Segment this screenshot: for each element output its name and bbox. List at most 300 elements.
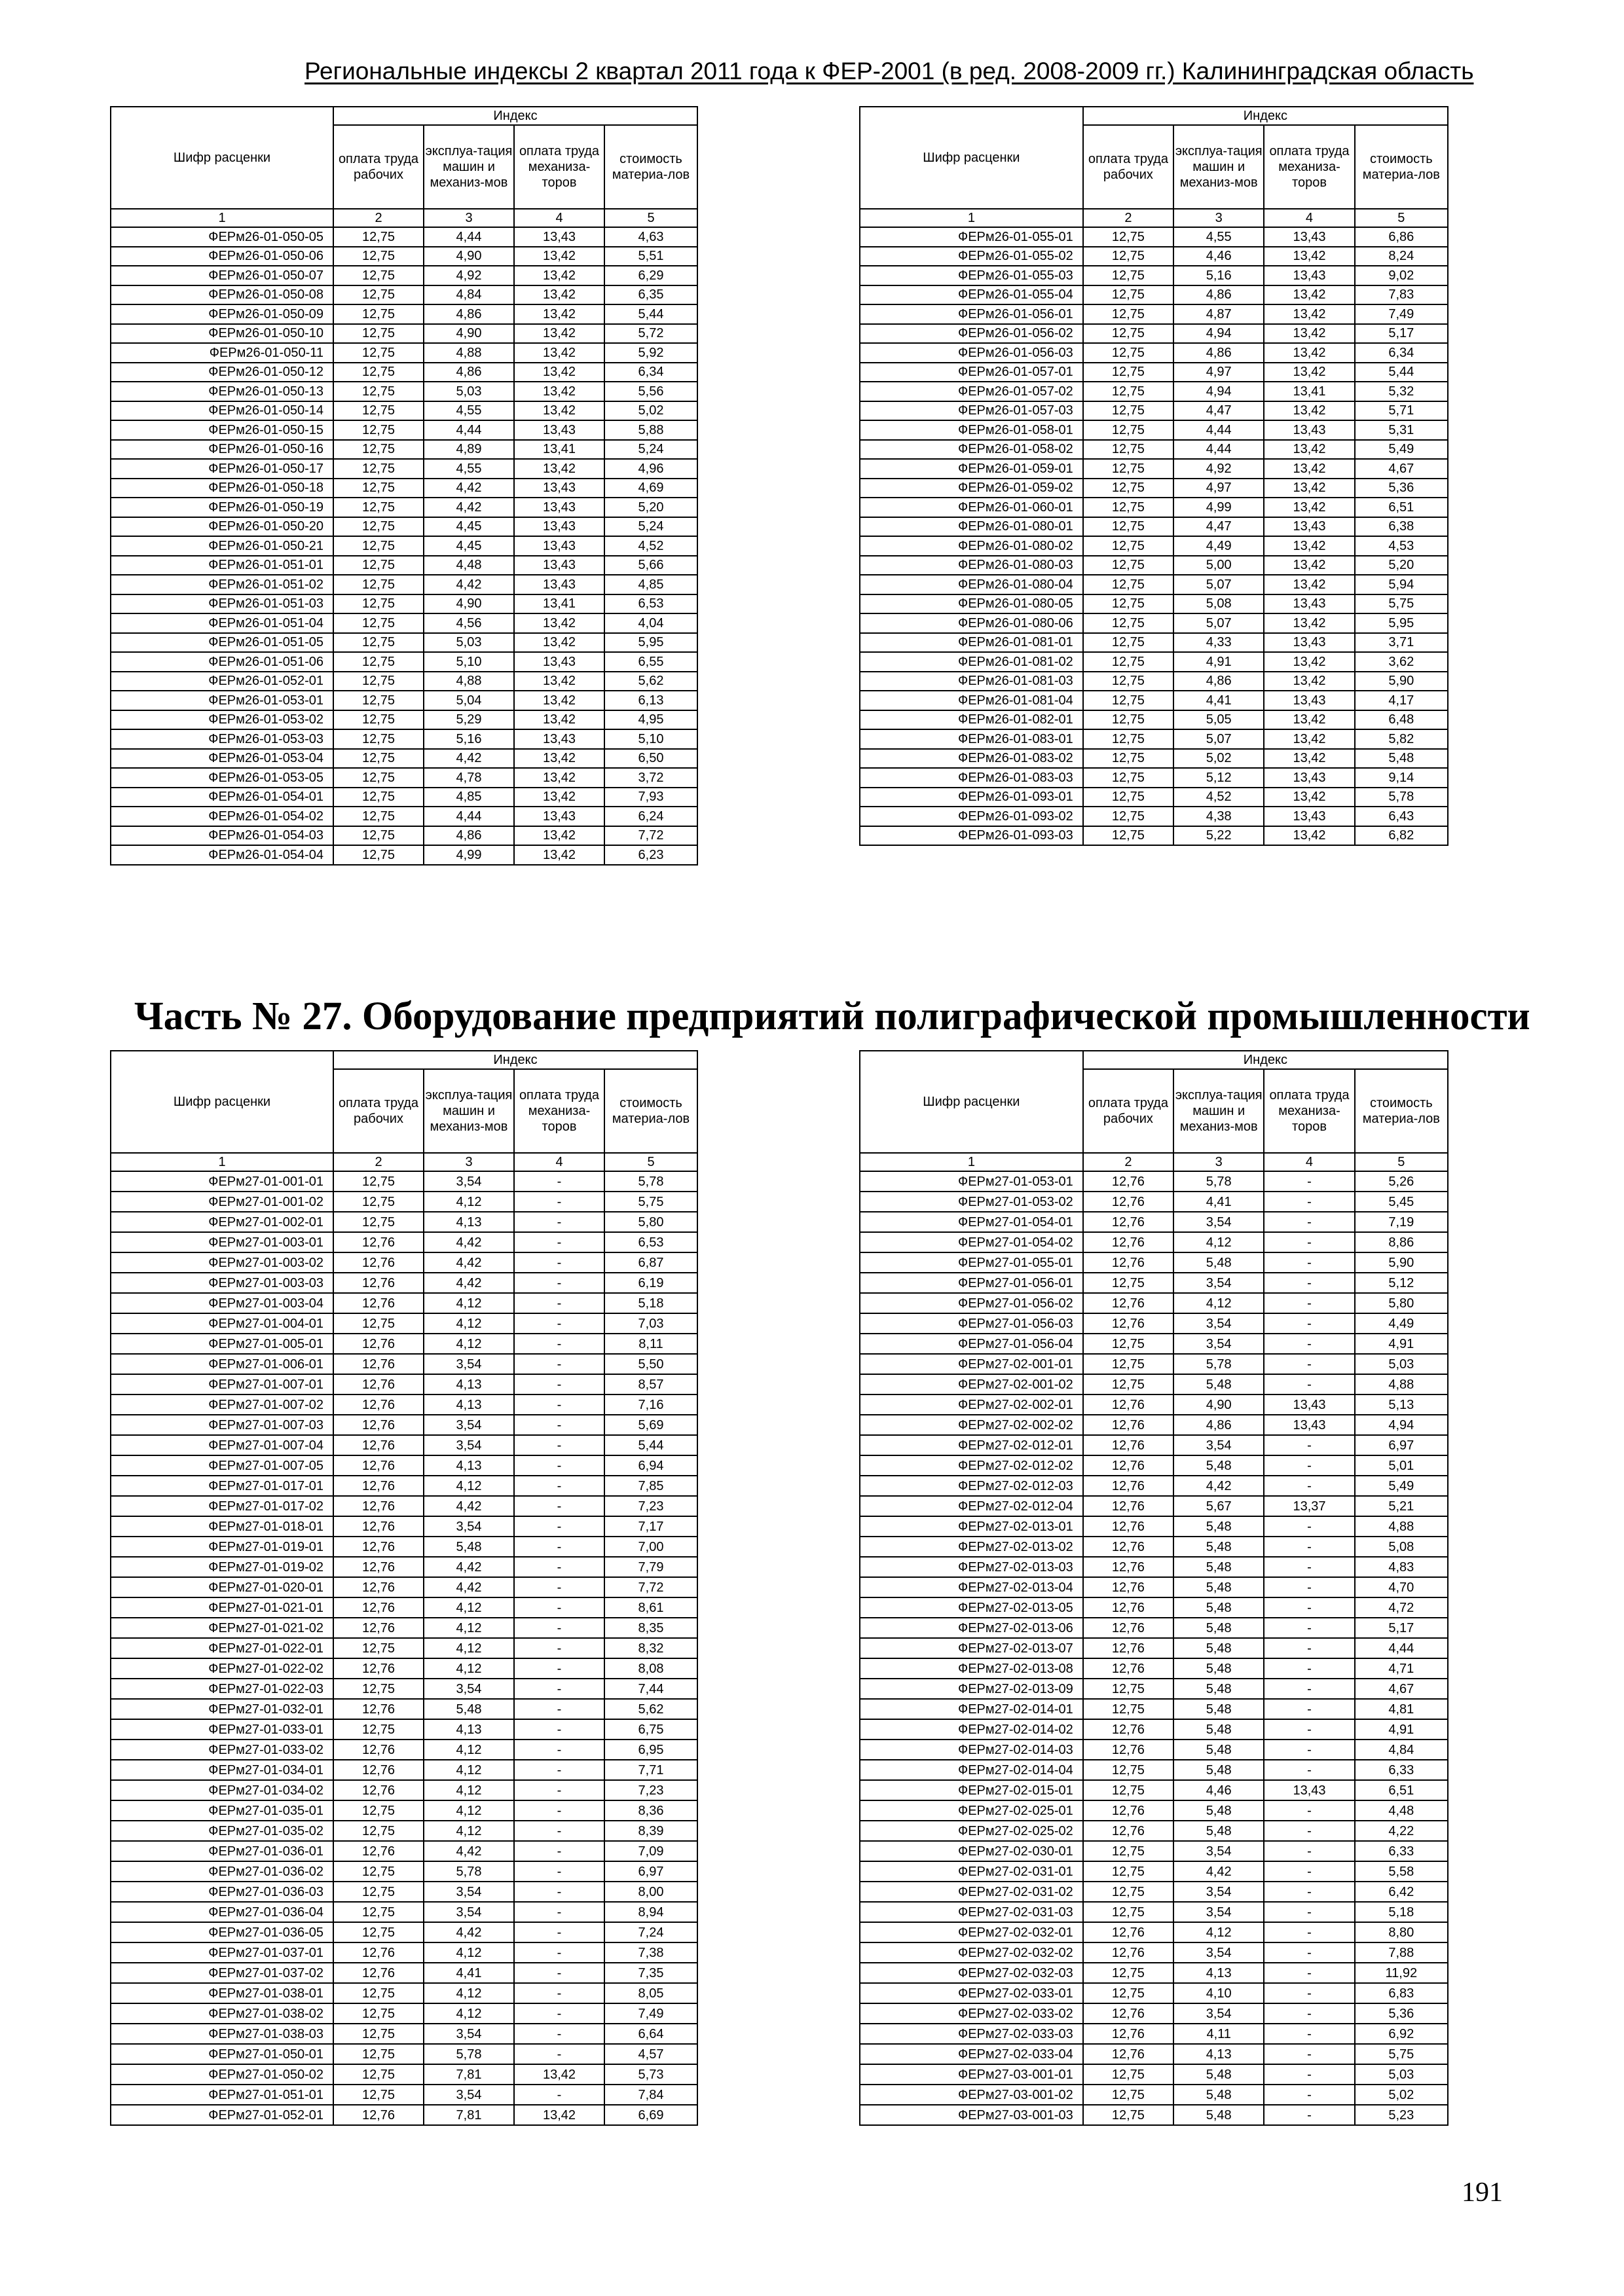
index-value: - [514, 1171, 604, 1192]
table-row [860, 227, 1448, 247]
index-value: 4,47 [1173, 401, 1264, 421]
index-value: 13,42 [514, 633, 604, 653]
index-value: 6,38 [1355, 517, 1448, 537]
index-value: - [1264, 1577, 1354, 1597]
index-value: 13,42 [514, 285, 604, 305]
rate-code: ФЕРм26-01-057-01 [860, 363, 1083, 382]
index-value: 4,84 [424, 285, 514, 305]
rate-code: ФЕРм27-02-001-02 [860, 1374, 1083, 1394]
index-value: 8,05 [604, 1983, 697, 2003]
rate-code: ФЕРм27-02-013-03 [860, 1557, 1083, 1577]
rate-code: ФЕРм26-01-050-14 [111, 401, 333, 421]
index-value: - [1264, 2024, 1354, 2044]
table-row [111, 749, 697, 769]
rate-code: ФЕРм27-02-013-05 [860, 1597, 1083, 1618]
index-value: 13,42 [514, 247, 604, 266]
index-value: 12,75 [1083, 2064, 1173, 2085]
col-header-c1: оплата труда рабочих [1083, 1069, 1173, 1153]
index-value: 5,73 [604, 2064, 697, 2085]
rate-code: ФЕРм27-02-013-01 [860, 1516, 1083, 1537]
index-value: 4,99 [1173, 498, 1264, 517]
index-value: 12,76 [333, 1476, 424, 1496]
rate-code: ФЕРм27-02-013-06 [860, 1618, 1083, 1638]
table-row [111, 1496, 697, 1516]
rate-code: ФЕРм27-02-032-01 [860, 1922, 1083, 1942]
index-value: 4,46 [1173, 1780, 1264, 1800]
index-value: 12,75 [1083, 1902, 1173, 1922]
index-value: 8,61 [604, 1597, 697, 1618]
rate-code: ФЕРм26-01-083-03 [860, 768, 1083, 788]
index-value: 7,38 [604, 1942, 697, 1963]
rate-code: ФЕРм26-01-055-03 [860, 266, 1083, 285]
table-row [860, 1882, 1448, 1902]
rate-code: ФЕРм27-01-003-03 [111, 1273, 333, 1293]
rate-code: ФЕРм27-02-013-07 [860, 1638, 1083, 1658]
page-number: 191 [1462, 2178, 1503, 2208]
rate-code: ФЕРм26-01-080-01 [860, 517, 1083, 537]
index-value: 3,54 [424, 1516, 514, 1537]
table-row [111, 1516, 697, 1537]
table-row [111, 1192, 697, 1212]
rate-code: ФЕРм27-01-036-05 [111, 1922, 333, 1942]
index-value: - [514, 1577, 604, 1597]
index-value: 8,80 [1355, 1922, 1448, 1942]
table-row [111, 1902, 697, 1922]
index-value: 5,49 [1355, 440, 1448, 460]
index-value: - [1264, 1983, 1354, 2003]
index-value: 12,75 [333, 633, 424, 653]
index-value: 5,48 [1173, 1577, 1264, 1597]
index-value: 5,08 [1355, 1537, 1448, 1557]
index-value: 13,43 [514, 807, 604, 826]
index-value: 5,62 [604, 1699, 697, 1719]
index-value: 12,76 [1083, 1922, 1173, 1942]
index-value: - [1264, 1354, 1354, 1374]
table-row [111, 1252, 697, 1273]
index-value: 5,48 [1173, 2085, 1264, 2105]
index-value: 13,42 [1264, 343, 1354, 363]
index-value: 12,75 [333, 266, 424, 285]
index-value: 12,76 [333, 1841, 424, 1861]
index-value: 6,64 [604, 2024, 697, 2044]
rate-code: ФЕРм27-02-033-03 [860, 2024, 1083, 2044]
index-value: - [514, 1922, 604, 1942]
rate-code: ФЕРм27-01-053-01 [860, 1171, 1083, 1192]
index-value: 5,88 [604, 420, 697, 440]
table-row [860, 1354, 1448, 1374]
index-value: 4,12 [424, 2003, 514, 2024]
index-value: 5,03 [424, 382, 514, 401]
rate-code: ФЕРм27-01-001-02 [111, 1192, 333, 1212]
index-value: 12,76 [333, 1273, 424, 1293]
index-value: - [1264, 1740, 1354, 1760]
index-value: 5,78 [1173, 1171, 1264, 1192]
index-value: 12,75 [1083, 1273, 1173, 1293]
index-value: 4,42 [424, 575, 514, 594]
index-value: 4,55 [1173, 227, 1264, 247]
table-row [111, 807, 697, 826]
index-value: 12,76 [333, 2105, 424, 2125]
index-value: 8,86 [1355, 1232, 1448, 1252]
index-value: 12,75 [1083, 749, 1173, 769]
rate-code: ФЕРм27-01-022-01 [111, 1638, 333, 1658]
rate-code: ФЕРм27-01-054-01 [860, 1212, 1083, 1232]
index-value: 5,04 [424, 691, 514, 710]
table-row [111, 1861, 697, 1882]
index-value: - [514, 1902, 604, 1922]
rate-code: ФЕРм27-01-019-02 [111, 1557, 333, 1577]
table-row [111, 768, 697, 788]
col-header-index: Индекс [1083, 1051, 1448, 1069]
index-value: 7,81 [424, 2105, 514, 2125]
index-value: - [1264, 1232, 1354, 1252]
table-row [111, 459, 697, 479]
table-row [111, 1374, 697, 1394]
index-value: - [514, 1618, 604, 1638]
index-value: 12,75 [1083, 1679, 1173, 1699]
table-row [111, 401, 697, 421]
col-header-code: Шифр расценки [860, 107, 1083, 209]
index-value: 12,75 [1083, 613, 1173, 633]
rate-code: ФЕРм27-01-056-04 [860, 1334, 1083, 1354]
table-row [860, 2064, 1448, 2085]
index-value: 12,76 [333, 1740, 424, 1760]
index-value: - [514, 1476, 604, 1496]
index-value: - [1264, 1821, 1354, 1841]
index-value: - [1264, 1719, 1354, 1740]
index-value: 5,48 [1173, 1821, 1264, 1841]
rate-code: ФЕРм27-01-038-03 [111, 2024, 333, 2044]
table-row [860, 1618, 1448, 1638]
index-value: 12,75 [1083, 536, 1173, 556]
index-value: - [514, 1232, 604, 1252]
index-value: 6,23 [604, 845, 697, 865]
index-value: 5,48 [1173, 1618, 1264, 1638]
table-row [860, 2024, 1448, 2044]
table-row [860, 536, 1448, 556]
index-value: 12,75 [1083, 304, 1173, 324]
index-value: 5,01 [1355, 1455, 1448, 1476]
table-row [111, 2085, 697, 2105]
rate-code: ФЕРм27-01-019-01 [111, 1537, 333, 1557]
index-value: 5,49 [1355, 1476, 1448, 1496]
index-table-bottom-left [110, 1050, 698, 2126]
rate-code: ФЕРм26-01-050-13 [111, 382, 333, 401]
index-value: 13,42 [1264, 613, 1354, 633]
index-value: 6,53 [604, 1232, 697, 1252]
rate-code: ФЕРм26-01-080-04 [860, 575, 1083, 594]
table-row [860, 1821, 1448, 1841]
index-value: 5,18 [604, 1293, 697, 1313]
index-value: 3,54 [424, 1902, 514, 1922]
col-header-c3: оплата труда механиза-торов [514, 125, 604, 209]
rate-code: ФЕРм27-01-007-04 [111, 1435, 333, 1455]
rate-code: ФЕРм27-02-031-01 [860, 1861, 1083, 1882]
table-row [111, 1597, 697, 1618]
index-value: 12,76 [1083, 1577, 1173, 1597]
table-row [111, 1942, 697, 1963]
index-value: 13,42 [514, 788, 604, 807]
rate-code: ФЕРм27-01-050-02 [111, 2064, 333, 2085]
col-header-c3: оплата труда механиза-торов [1264, 1069, 1354, 1153]
index-value: 12,75 [333, 517, 424, 537]
index-value: 4,42 [1173, 1861, 1264, 1882]
col-number-n3: 3 [1173, 209, 1264, 227]
index-value: 6,51 [1355, 1780, 1448, 1800]
index-value: 6,87 [604, 1252, 697, 1273]
index-value: - [1264, 1192, 1354, 1212]
index-value: 4,12 [424, 1597, 514, 1618]
table-row [111, 575, 697, 594]
rate-code: ФЕРм27-01-052-01 [111, 2105, 333, 2125]
table-row [111, 594, 697, 614]
table-row [111, 1313, 697, 1334]
index-value: 6,24 [604, 807, 697, 826]
table-row [111, 1882, 697, 1902]
index-value: 4,48 [1355, 1800, 1448, 1821]
rate-code: ФЕРм27-01-038-01 [111, 1983, 333, 2003]
rate-code: ФЕРм26-01-052-01 [111, 672, 333, 691]
table-row [111, 652, 697, 672]
table-row [860, 266, 1448, 285]
index-value: 5,26 [1355, 1171, 1448, 1192]
index-value: 4,86 [1173, 1415, 1264, 1435]
index-value: 5,07 [1173, 613, 1264, 633]
index-value: - [1264, 1597, 1354, 1618]
index-value: 13,43 [1264, 1415, 1354, 1435]
table-row [860, 2044, 1448, 2064]
table-row [860, 768, 1448, 788]
index-value: - [514, 1658, 604, 1679]
index-value: 6,82 [1355, 826, 1448, 846]
table-row [860, 1212, 1448, 1232]
rate-code: ФЕРм26-01-050-17 [111, 459, 333, 479]
index-value: 12,76 [333, 1557, 424, 1577]
index-value: 4,47 [1173, 517, 1264, 537]
rate-code: ФЕРм27-02-013-04 [860, 1577, 1083, 1597]
rate-code: ФЕРм27-01-022-03 [111, 1679, 333, 1699]
index-value: 12,75 [1083, 1861, 1173, 1882]
index-value: 3,62 [1355, 652, 1448, 672]
rate-code: ФЕРм27-01-005-01 [111, 1334, 333, 1354]
index-value: 12,76 [1083, 1557, 1173, 1577]
table-row [860, 1476, 1448, 1496]
index-value: 12,76 [1083, 2024, 1173, 2044]
index-value: 4,12 [424, 1293, 514, 1313]
index-value: 12,75 [1083, 285, 1173, 305]
index-value: 8,94 [604, 1902, 697, 1922]
index-value: 6,95 [604, 1740, 697, 1760]
index-value: 6,43 [1355, 807, 1448, 826]
index-value: 12,75 [333, 227, 424, 247]
index-value: - [1264, 1922, 1354, 1942]
index-value: 5,02 [604, 401, 697, 421]
table-row [860, 691, 1448, 710]
table-row [860, 1699, 1448, 1719]
index-value: 4,17 [1355, 691, 1448, 710]
index-value: 5,21 [1355, 1496, 1448, 1516]
index-value: 4,12 [424, 1313, 514, 1334]
rate-code: ФЕРм26-01-053-03 [111, 729, 333, 749]
index-value: 4,94 [1355, 1415, 1448, 1435]
rate-code: ФЕРм27-01-021-01 [111, 1597, 333, 1618]
table-row [860, 247, 1448, 266]
index-value: 8,11 [604, 1334, 697, 1354]
table-row [860, 1841, 1448, 1861]
index-value: 5,62 [604, 672, 697, 691]
index-value: 13,42 [1264, 729, 1354, 749]
index-value: - [514, 1415, 604, 1435]
index-value: 4,12 [424, 1760, 514, 1780]
index-value: 8,08 [604, 1658, 697, 1679]
index-value: 12,75 [333, 285, 424, 305]
index-value: 3,54 [424, 1435, 514, 1455]
index-value: 4,42 [424, 1232, 514, 1252]
index-value: 6,19 [604, 1273, 697, 1293]
index-value: 12,75 [1083, 807, 1173, 826]
index-value: 12,76 [1083, 1942, 1173, 1963]
table-row [111, 1537, 697, 1557]
table-row [111, 1476, 697, 1496]
table-row [111, 247, 697, 266]
col-number-n1: 1 [860, 1153, 1083, 1171]
index-value: 7,24 [604, 1922, 697, 1942]
index-value: 4,13 [424, 1455, 514, 1476]
index-value: - [514, 1841, 604, 1861]
index-value: 12,75 [333, 2024, 424, 2044]
table-row [860, 788, 1448, 807]
table-row [860, 1800, 1448, 1821]
col-header-c4: стоимость материа-лов [1355, 125, 1448, 209]
index-value: 12,75 [333, 479, 424, 498]
index-value: 13,41 [514, 594, 604, 614]
index-value: 12,75 [333, 420, 424, 440]
index-value: 4,41 [424, 1963, 514, 1983]
table-row [860, 1496, 1448, 1516]
index-value: 13,42 [514, 672, 604, 691]
index-value: 5,80 [1355, 1293, 1448, 1313]
index-value: 5,48 [1173, 2064, 1264, 2085]
rate-code: ФЕРм26-01-051-06 [111, 652, 333, 672]
table-row [111, 1638, 697, 1658]
col-number-n5: 5 [604, 1153, 697, 1171]
index-value: 5,48 [1173, 1374, 1264, 1394]
rate-code: ФЕРм26-01-058-02 [860, 440, 1083, 460]
index-value: 12,76 [1083, 1537, 1173, 1557]
index-value: 12,75 [333, 575, 424, 594]
index-value: 12,75 [333, 1313, 424, 1334]
index-value: 4,90 [424, 247, 514, 266]
index-value: 13,43 [514, 227, 604, 247]
rate-code: ФЕРм26-01-082-01 [860, 710, 1083, 730]
table-row [860, 594, 1448, 614]
table-row [860, 652, 1448, 672]
index-value: 7,88 [1355, 1942, 1448, 1963]
table-row [860, 672, 1448, 691]
index-value: - [1264, 1679, 1354, 1699]
index-value: 6,50 [604, 749, 697, 769]
rate-code: ФЕРм27-01-007-01 [111, 1374, 333, 1394]
rate-code: ФЕРм27-02-031-02 [860, 1882, 1083, 1902]
index-value: 4,94 [1173, 324, 1264, 344]
index-value: 4,12 [1173, 1232, 1264, 1252]
index-value: 5,44 [604, 1435, 697, 1455]
table-row [111, 672, 697, 691]
index-value: - [514, 1557, 604, 1577]
index-value: - [514, 1496, 604, 1516]
index-value: - [1264, 1313, 1354, 1334]
index-value: - [1264, 1882, 1354, 1902]
table-row [860, 343, 1448, 363]
index-value: 12,76 [333, 1537, 424, 1557]
col-header-index: Индекс [1083, 107, 1448, 125]
table-row [860, 1740, 1448, 1760]
index-value: 9,02 [1355, 266, 1448, 285]
index-value: 4,88 [1355, 1374, 1448, 1394]
table-row [111, 1334, 697, 1354]
table-row [111, 826, 697, 846]
index-value: - [514, 2085, 604, 2105]
rate-code: ФЕРм27-02-014-04 [860, 1760, 1083, 1780]
rate-code: ФЕРм26-01-053-01 [111, 691, 333, 710]
rate-code: ФЕРм26-01-056-02 [860, 324, 1083, 344]
table-row [860, 556, 1448, 575]
table-row [111, 1740, 697, 1760]
index-value: 4,44 [1173, 420, 1264, 440]
index-value: 13,42 [1264, 363, 1354, 382]
index-value: 4,42 [424, 749, 514, 769]
index-value: 5,07 [1173, 729, 1264, 749]
rate-code: ФЕРм27-01-038-02 [111, 2003, 333, 2024]
index-value: 4,71 [1355, 1658, 1448, 1679]
index-value: 6,94 [604, 1455, 697, 1476]
index-value: 4,13 [1173, 1963, 1264, 1983]
index-value: 4,41 [1173, 1192, 1264, 1212]
col-number-n3: 3 [424, 209, 514, 227]
rate-code: ФЕРм26-01-050-20 [111, 517, 333, 537]
index-value: 13,43 [514, 420, 604, 440]
index-value: 5,51 [604, 247, 697, 266]
rate-code: ФЕРм27-02-012-01 [860, 1435, 1083, 1455]
index-value: 12,76 [1083, 1212, 1173, 1232]
index-value: 5,03 [424, 633, 514, 653]
index-value: 12,76 [1083, 1394, 1173, 1415]
index-value: 7,72 [604, 826, 697, 846]
index-value: 7,23 [604, 1780, 697, 1800]
index-value: 12,75 [1083, 1354, 1173, 1374]
index-value: 6,97 [1355, 1435, 1448, 1455]
index-value: 5,48 [1173, 1800, 1264, 1821]
index-value: 12,75 [333, 440, 424, 460]
index-value: 12,75 [1083, 1374, 1173, 1394]
rate-code: ФЕРм26-01-056-03 [860, 343, 1083, 363]
index-value: 6,33 [1355, 1841, 1448, 1861]
table-row [111, 1293, 697, 1313]
index-value: 12,75 [1083, 1882, 1173, 1902]
index-value: 12,75 [1083, 1963, 1173, 1983]
index-value: 4,67 [1355, 1679, 1448, 1699]
index-value: 4,42 [1173, 1476, 1264, 1496]
index-value: 5,75 [1355, 2044, 1448, 2064]
index-value: - [1264, 1476, 1354, 1496]
index-value: 4,85 [424, 788, 514, 807]
rate-code: ФЕРм27-02-014-03 [860, 1740, 1083, 1760]
col-header-c1: оплата труда рабочих [333, 1069, 424, 1153]
index-value: 4,12 [424, 1638, 514, 1658]
index-value: 12,75 [333, 2044, 424, 2064]
rate-code: ФЕРм27-02-033-02 [860, 2003, 1083, 2024]
table-row [860, 729, 1448, 749]
